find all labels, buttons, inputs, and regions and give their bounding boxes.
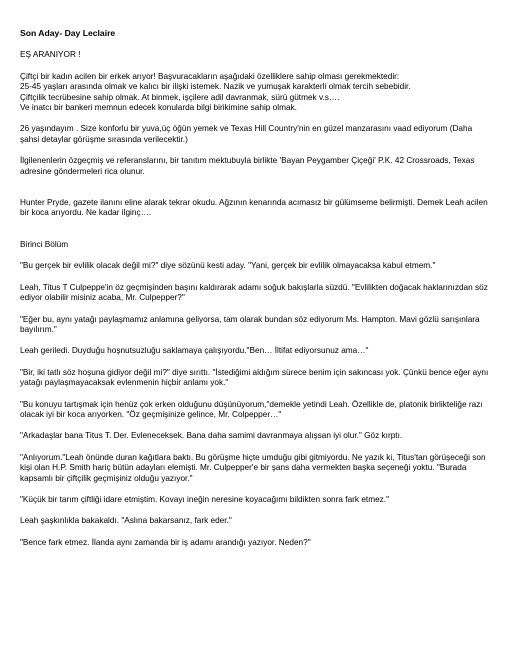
- paragraph: "Bu konuyu tartışmak için henüz çok erken olduğunu düşünüyorum,"demekle yetindi Leah. Özellikle de, platonik birlikteliğe razı olacak iyi bir koca arıyorken. "Öz geçmişinize gelince, Mr. Colpepper…": [20, 399, 483, 419]
- ad-contact: İlgilenenlerin özgeçmiş ve referanslarını, bir tanıtım mektubuyla birlikte 'Bayan Peygamber Çiçeği' P.K. 42 Crossroads, Texas adresine göndermeleri rica olunur.: [20, 156, 475, 176]
- ad-intro: Çiftçi bir kadın acilen bir erkek arıyor! Başvuracakların aşağıdaki özelliklere sahip olması gerekmektedir:: [20, 71, 400, 81]
- paragraph: "Bence fark etmez. İlanda aynı zamanda bir iş adamı arandığı yazıyor. Neden?": [20, 537, 311, 547]
- paragraph: "Bu gerçek bir evlilik olacak değil mi?" diye sözünü kesti aday. "Yani, gerçek bir evlilik olmayacaksa kabul etmem.": [20, 261, 436, 271]
- paragraph: "Küçük bir tarım çiftliği idare etmiştim. Kovayı ineğin neresine koyacağımı bildikten sonra fark etmez.": [20, 494, 390, 504]
- paragraph: "Anlıyorum."Leah önünde duran kağıtlara baktı. Bu görüşme hiçte umduğu gibi gitmiyordu. Ne yazık ki, Titus'tan görüşeceği son kişi olan H.P. Smith hariç bütün adayları elemişti. Mr. Culpepper'e bir şans daha vermekten başka seçeneği yoktu. "Burada kapsamlı bir çiftçilik geçmişiniz olduğu yazıyor.": [20, 452, 486, 483]
- chapter-heading: Birinci Bölüm: [20, 239, 69, 249]
- paragraph: Leah, Titus T Culpeppe'in öz geçmişinden başını kaldırarak adamı soğuk bakışlarla süzdü. "Evlilikten doğacak haklarınızdan söz ediyor olabilir misiniz acaba, Mr. Culpepper?": [20, 282, 488, 303]
- paragraph: "Eğer bu, aynı yatağı paylaşmamız anlamına geliyorsa, tam olarak bundan söz ediyorum Ms. Hampton. Mavi gözlü sarışınlara bayılırım.": [20, 314, 480, 334]
- document-title: Son Aday- Day Leclaire: [20, 28, 116, 38]
- ad-requirement: Ve inatcı bir bankeri memnun edecek konularda bilgi birikimine sahip olmak.: [20, 103, 297, 113]
- paragraph: Hunter Pryde, gazete ilanını eline alarak tekrar okudu. Ağzının kenarında acımasız bir gülümseme belirmişti. Demek Leah acilen bir koca arıyordu. Ne kadar ilginç….: [20, 198, 488, 218]
- paragraph: "Bir, iki tatlı söz hoşuna gidiyor değil mi?" diye sırıttı. "İstediğimi aldığım sürece benim için sakıncası yok. Çünkü bence eğer aynı yatağı paylaşmayacaksak evlenmenin hiçbir anlamı yok.": [20, 367, 489, 388]
- ad-requirement: Çiftçilik tecrübesine sahip olmak. At binmek, işçilere adil davranmak, sürü gütmek v.s….: [20, 92, 340, 102]
- paragraph: Leah şaşkınlıkla bakakaldı. "Aslına bakarsanız, fark eder.": [20, 516, 232, 526]
- paragraph: Leah geriledi. Duyduğu hoşnutsuzluğu saklamaya çalışıyordu."Ben… İltifat ediyorsunuz ama…": [20, 346, 369, 356]
- ad-offer: 26 yaşındayım . Size konforlu bir yuva,üç öğün yemek ve Texas Hill Country'nin en güzel manzarasını vaad ediyorum (Daha şahsi detaylar görüşme sırasında verilecektir.): [20, 124, 473, 144]
- ad-header: EŞ ARANIYOR !: [20, 50, 81, 60]
- paragraph: "Arkadaşlar bana Titus T. Der. Evleneceksek. Bana daha samimi davranmaya alışsan iyi olur." Göz kırptı.: [20, 431, 403, 441]
- ad-requirement: 25-45 yaşları arasında olmak ve kalıcı bir ilişki istemek. Nazik ve yumuşak karakterli olmak tercih sebebidir.: [20, 82, 411, 92]
